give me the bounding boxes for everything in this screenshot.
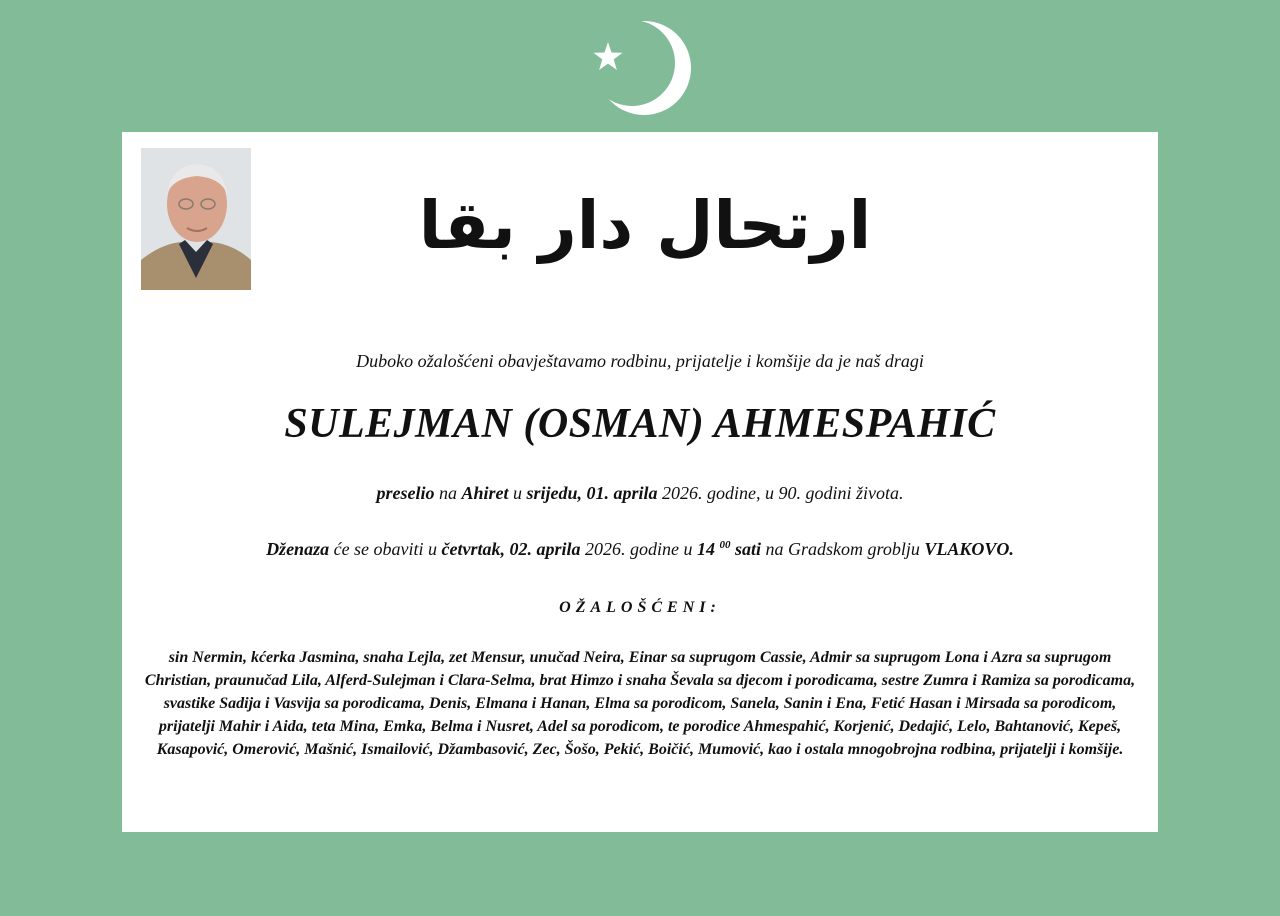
death-day: srijedu, 01. aprila — [526, 483, 658, 503]
crescent-star-icon — [585, 16, 695, 120]
deceased-name: SULEJMAN (OSMAN) AHMESPAHIĆ — [284, 401, 996, 447]
mourners-heading: OŽALOŠĆENI: — [559, 599, 721, 616]
mourners-list: sin Nermin, kćerka Jasmina, snaha Lejla, zet Mensur, unučad Neira, Einar sa suprugom Cassie, Admir sa suprugom Lona i Azra sa suprugom Christian, praunučad Lila, Alferd-Sulejman i Clara-Selma, brat Himzo i snaha Ševala sa djecom i porodicama, sestre Zumra i Ramiza sa porodicama, svastike Sadija i Vasvija sa porodicama, Denis, Elmana i Hanan, Elma sa porodicom, Sanela, Sanin i Ena, Fetić Hasan i Mirsada sa porodicom, prijatelji Mahir i Aida, teta Mina, Emka, Belma i Nusret, Adel sa porodicom, te porodice Ahmespahić, Korjenić, Dedajić, Lelo, Bahtanović, Kepeš, Kasapović, Omerović, Mašnić, Ismailović, Džambasović, Zec, Šošo, Pekić, Boičić, Mumović, kao i ostala mnogobrojna rodbina, prijatelji i komšije. — [144, 649, 1136, 758]
funeral-day: četvrtak, 02. aprila — [441, 539, 581, 559]
intro-text: Duboko ožalošćeni obavještavamo rodbinu, prijatelje i komšije da je naš dragi — [356, 351, 924, 371]
death-announcement: preselio na Ahiret u srijedu, 01. aprila 2026. godine, u 90. godini života. — [376, 483, 904, 503]
obituary-card — [122, 132, 1158, 832]
svg-text:ارتحال دار بقا: ارتحال دار بقا — [418, 187, 872, 264]
death-place: Ahiret — [461, 483, 509, 503]
funeral-label: Dženaza — [266, 539, 330, 559]
funeral-place: VLAKOVO. — [924, 539, 1014, 559]
death-verb: preselio — [376, 483, 435, 503]
portrait-photo — [141, 148, 251, 290]
funeral-hour: 14 — [697, 539, 716, 559]
funeral-minutes: 00 — [719, 539, 731, 551]
arabic-calligraphy — [418, 150, 872, 290]
funeral-announcement: Dženaza će se obaviti u četvrtak, 02. aprila 2026. godine u 14 $^{00}$ sati na Gradskom groblju VLAKOVO. — [266, 539, 1014, 559]
